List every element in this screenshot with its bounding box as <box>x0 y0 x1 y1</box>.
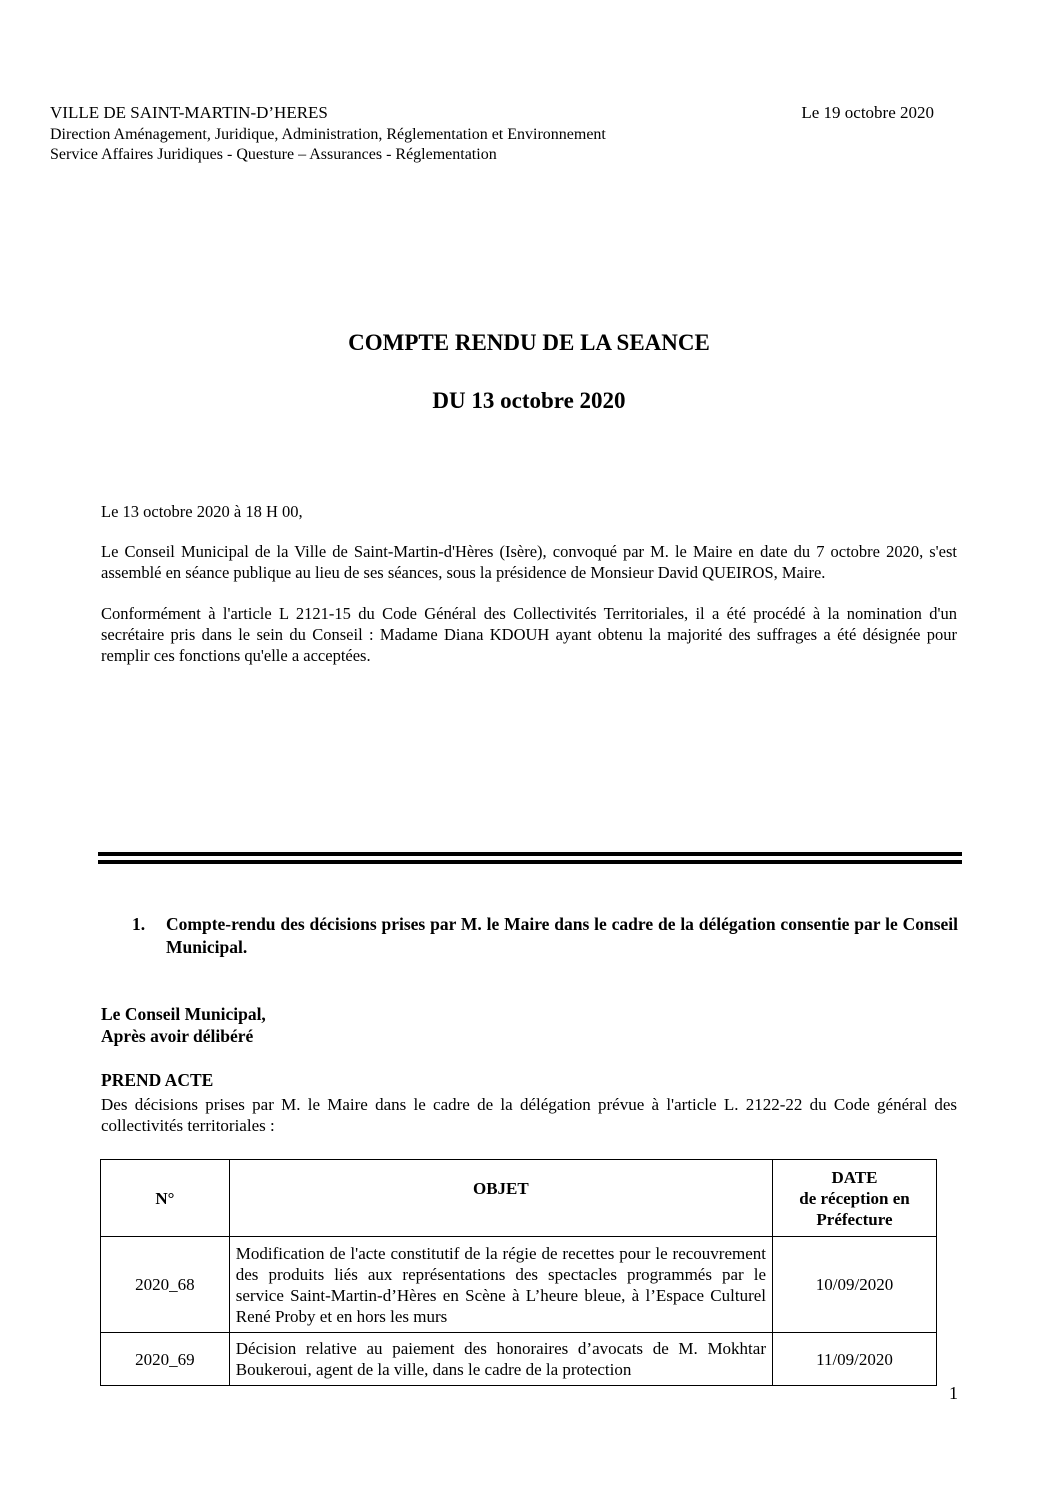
document-date: Le 19 octobre 2020 <box>801 103 934 122</box>
direction-name: Direction Aménagement, Juridique, Administration, Réglementation et Environnement <box>50 126 606 143</box>
header-date-line2: de réception en Préfecture <box>799 1188 910 1229</box>
intro-paragraph-1: Le Conseil Municipal de la Ville de Saint-Martin-d'Hères (Isère), convoqué par M. le Maire en date du 7 octobre 2020, s'est assemblé en séance publique au lieu de ses séances, sous la présidence de Monsieur David QUEIROS, Maire. <box>101 542 957 582</box>
document-title: COMPTE RENDU DE LA SEANCE <box>348 330 710 355</box>
row-objet: Modification de l'acte constitutif de la régie de recettes pour le recouvrement des produits liés aux représentations des spectacles programmés par le service Saint-Martin-d’Hères en Scène à L’heure bleue, à l’Espace Culturel René Proby et en hors les murs <box>229 1237 772 1333</box>
table-row <box>101 1333 937 1386</box>
document-subtitle: DU 13 octobre 2020 <box>432 388 626 413</box>
agenda-item-1 <box>132 913 958 959</box>
council-line-1: Le Conseil Municipal, <box>101 1004 266 1024</box>
city-name: VILLE DE SAINT-MARTIN-D’HERES <box>50 103 328 122</box>
row-objet: Décision relative au paiement des honoraires d’avocats de M. Mokhtar Boukeroui, agent de la ville, dans le cadre de la protection <box>229 1333 772 1386</box>
row-num: 2020_69 <box>101 1333 230 1386</box>
intro-paragraph-2: Conformément à l'article L 2121-15 du Code Général des Collectivités Territoriales, il a été procédé à la nomination d'un secrétaire pris dans le sein du Conseil : Madame Diana KDOUH ayant obtenu la majorité des suffrages a été désignée pour remplir ces fonctions qu'elle a acceptées. <box>101 604 957 665</box>
page-number: 1 <box>949 1383 958 1403</box>
separator-rule-thick <box>98 852 962 856</box>
agenda-item-number: 1. <box>132 914 146 934</box>
council-line-2: Après avoir délibéré <box>101 1026 254 1046</box>
header-num: N° <box>101 1160 230 1237</box>
header-objet: OBJET <box>229 1160 772 1237</box>
prend-acte-text: Des décisions prises par M. le Maire dans le cadre de la délégation prévue à l'article L. 2122-22 du Code général des collectivités territoriales : <box>101 1095 957 1135</box>
row-date: 11/09/2020 <box>773 1333 937 1386</box>
agenda-item-text: Compte-rendu des décisions prises par M. le Maire dans le cadre de la délégation consentie par le Conseil Municipal. <box>166 914 958 957</box>
session-opening: Le 13 octobre 2020 à 18 H 00, <box>101 502 303 521</box>
row-date: 10/09/2020 <box>773 1237 937 1333</box>
header-date <box>773 1160 937 1237</box>
table-row <box>101 1237 937 1333</box>
separator-rule-thin <box>98 860 962 864</box>
decisions-table <box>100 1159 937 1386</box>
row-num: 2020_68 <box>101 1237 230 1333</box>
table-header-row <box>101 1160 937 1237</box>
header-date-line1: DATE <box>831 1167 878 1187</box>
prend-acte-heading: PREND ACTE <box>101 1070 214 1090</box>
service-name: Service Affaires Juridiques - Questure – Assurances - Réglementation <box>50 146 497 163</box>
